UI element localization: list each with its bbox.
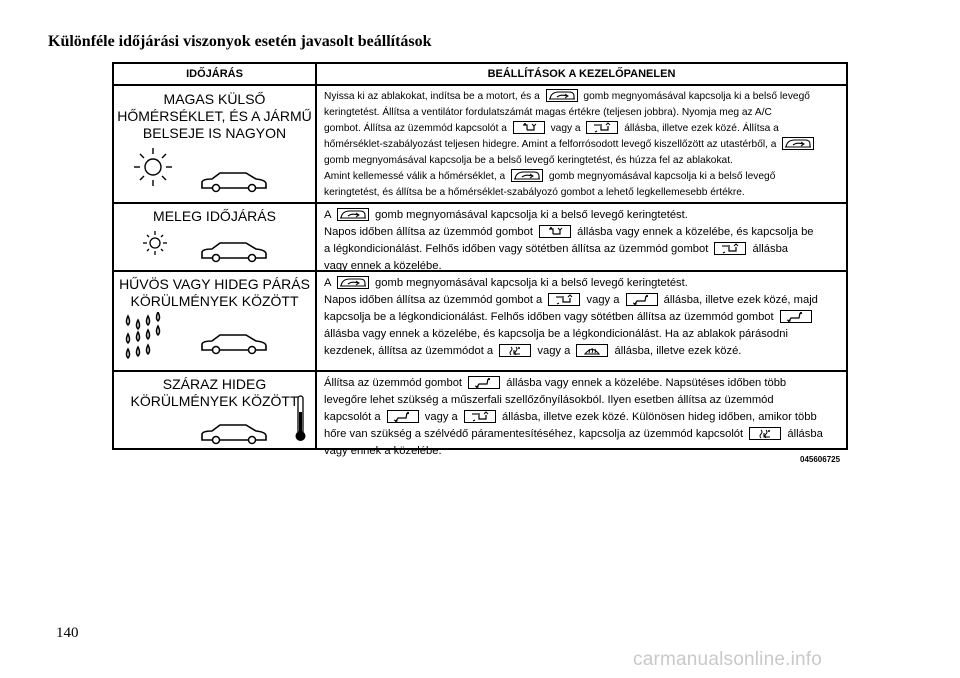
settings-text-line — [324, 375, 786, 391]
settings-text-line — [324, 89, 810, 105]
bilevel-mode-icon — [714, 242, 746, 255]
settings-text-line — [324, 443, 442, 459]
settings-text: állásba — [784, 428, 823, 440]
settings-text: vagy a — [534, 345, 574, 357]
weather-label: KÖRÜLMÉNYEK KÖZÖTT — [130, 393, 299, 409]
settings-text: állásba, illetve ezek közé, majd — [660, 294, 818, 306]
recirculation-icon — [337, 276, 369, 289]
mix-mode-icon — [749, 427, 781, 440]
settings-text: állásba, illetve ezek közé. — [611, 345, 742, 357]
settings-text-line — [324, 326, 788, 342]
recirculation-icon — [337, 208, 369, 221]
settings-table — [112, 62, 848, 457]
settings-text: gomb megnyomásával kapcsolja ki a belső levegő — [546, 171, 776, 182]
weather-label: MAGAS KÜLSŐ — [163, 91, 266, 107]
settings-text: állásba vagy ennek a közelébe, és kapcsolja be — [574, 226, 814, 238]
table-row — [114, 204, 846, 272]
settings-text-line — [324, 275, 688, 291]
floor-mode-icon — [780, 310, 812, 323]
settings-text-line — [324, 409, 817, 425]
settings-text-line — [324, 207, 688, 223]
vent-mode-icon — [513, 121, 545, 134]
weather-label: BELSEJE IS NAGYON — [142, 125, 287, 141]
settings-text-line — [324, 343, 741, 359]
settings-text: Állítsa az üzemmód gombot — [324, 377, 466, 389]
settings-text-line — [324, 309, 815, 325]
settings-text-line — [324, 153, 733, 169]
settings-text-line — [324, 121, 779, 137]
settings-text: Amint kellemessé válik a hőmérséklet, a — [324, 171, 509, 182]
settings-text: keringtetést, és állítsa be a hőmérséklet-szabályozó gombot a lehető legkellemesebb értékre. — [324, 187, 745, 198]
settings-text: A — [324, 277, 334, 289]
car-icon — [198, 168, 270, 194]
weather-label: HŰVÖS VAGY HIDEG PÁRÁS — [119, 276, 310, 292]
settings-text: hőre van szükség a szélvédő páramentesítéséhez, kapcsolja az üzemmód kapcsolót — [324, 428, 747, 440]
settings-text: A — [324, 209, 334, 221]
settings-text-line — [324, 137, 817, 153]
settings-text: Nyissa ki az ablakokat, indítsa be a motort, és a — [324, 91, 543, 102]
settings-text-line — [324, 392, 774, 408]
floor-mode-icon — [468, 376, 500, 389]
settings-text-line — [324, 426, 823, 442]
settings-text: állásba vagy ennek a közelébe. Napsütéses időben több — [503, 377, 787, 389]
settings-text: a légkondicionálást. Felhős időben vagy sötétben állítsa az üzemmód gombot — [324, 243, 712, 255]
settings-text: kapcsolja be a légkondicionálást. Felhős időben vagy sötétben állítsa az üzemmód gombot — [324, 311, 777, 323]
settings-text: Napos időben állítsa az üzemmód gombot a — [324, 294, 546, 306]
sun-icon — [138, 228, 172, 258]
recirculation-icon — [782, 137, 814, 150]
settings-text: vagy a — [421, 411, 461, 423]
settings-text: gomb megnyomásával kapcsolja ki a belső levegő keringtetést. — [371, 209, 688, 221]
settings-text-line — [324, 241, 788, 257]
figure-code: 045606725 — [800, 455, 841, 464]
floor-mode-icon — [387, 410, 419, 423]
table-header — [114, 64, 846, 86]
thermometer-icon — [294, 394, 308, 444]
settings-text: gomb megnyomásával kapcsolja ki a belső levegő keringtetést. — [371, 277, 688, 289]
bilevel-mode-icon — [464, 410, 496, 423]
settings-text: állásba — [749, 243, 789, 255]
table-row — [114, 372, 846, 457]
table-row — [114, 272, 846, 372]
sun-icon — [128, 146, 178, 188]
settings-text-line — [324, 185, 745, 201]
settings-text-line — [324, 292, 818, 308]
weather-cell — [114, 372, 317, 448]
table-row — [114, 86, 846, 204]
settings-text: kapcsolót a — [324, 411, 384, 423]
page-number: 140 — [56, 625, 79, 641]
car-icon — [198, 420, 270, 446]
weather-label: HŐMÉRSÉKLET, ÉS A JÁRMŰ — [117, 108, 312, 124]
settings-text-line — [324, 224, 814, 240]
car-icon — [198, 330, 270, 356]
floor-mode-icon — [626, 293, 658, 306]
settings-text: vagy ennek a közelébe. — [324, 260, 442, 272]
bilevel-mode-icon — [586, 121, 618, 134]
settings-text: állásba vagy ennek a közelébe, és kapcsolja be a légkondicionálást. Ha az ablakok párásodni — [324, 328, 788, 340]
settings-text: vagy a — [583, 294, 623, 306]
settings-text: hőmérséklet-szabályozást teljesen hidegre. Amint a felforrósodott levegő kiszellőzött az utastérből, a — [324, 139, 780, 150]
settings-text: állásba, illetve ezek közé. Állítsa a — [621, 123, 779, 134]
settings-text: gomb megnyomásával kapcsolja ki a belső levegő — [580, 91, 810, 102]
settings-text: állásba, illetve ezek közé. Különösen hideg időben, amikor több — [498, 411, 817, 423]
car-icon — [198, 238, 270, 264]
raindrops-icon — [122, 312, 170, 362]
settings-text: gombot. Állítsa az üzemmód kapcsolót a — [324, 123, 510, 134]
weather-cell — [114, 86, 317, 202]
defrost-mode-icon — [576, 344, 608, 357]
weather-label: KÖRÜLMÉNYEK KÖZÖTT — [130, 293, 299, 309]
settings-text-line — [324, 105, 772, 121]
settings-text-line — [324, 169, 775, 185]
mix-mode-icon — [499, 344, 531, 357]
recirculation-icon — [511, 169, 543, 182]
weather-label: SZÁRAZ HIDEG — [162, 376, 267, 392]
header-weather: IDŐJÁRÁS — [114, 64, 317, 84]
weather-cell — [114, 204, 317, 270]
weather-cell — [114, 272, 317, 370]
settings-text: Napos időben állítsa az üzemmód gombot — [324, 226, 537, 238]
header-settings: BEÁLLÍTÁSOK A KEZELŐPANELEN — [487, 68, 676, 80]
settings-text: vagy ennek a közelébe. — [324, 445, 442, 457]
weather-label: MELEG IDŐJÁRÁS — [153, 208, 276, 224]
settings-text: levegőre lehet szükség a műszerfali szellőzőnyílásokból. Ilyen esetben állítsa az üzemmód — [324, 394, 774, 406]
page-title: Különféle időjárási viszonyok esetén javasolt beállítások — [48, 33, 432, 50]
settings-text: gomb megnyomásával kapcsolja be a belső levegő keringtetést, és húzza fel az ablakokat. — [324, 155, 733, 166]
bilevel-mode-icon — [548, 293, 580, 306]
vent-mode-icon — [539, 225, 571, 238]
settings-text: kezdenek, állítsa az üzemmódot a — [324, 345, 497, 357]
settings-text: vagy a — [547, 123, 584, 134]
watermark: carmanualsonline.info — [633, 649, 823, 670]
recirculation-icon — [546, 89, 578, 102]
settings-text: keringtetést. Állítsa a ventilátor fordulatszámát magas értékre (teljesen jobbra). Nyomja meg az A/C — [324, 107, 772, 118]
